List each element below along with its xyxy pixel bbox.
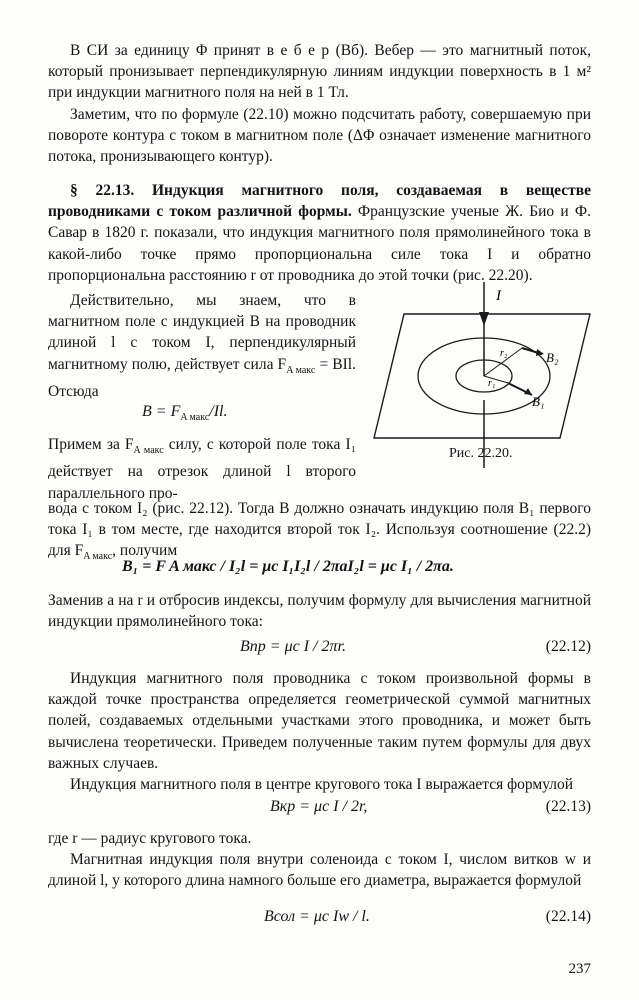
label-r2: r₂ (500, 348, 508, 359)
wrap1-tail: = BIl. Отсюда (48, 355, 356, 400)
wrapped-text-1 (48, 290, 356, 402)
cont-tail: , получим (112, 542, 178, 560)
where-r: где r — радиус кругового тока. (48, 830, 252, 847)
section-block (48, 180, 591, 286)
label-B1: B₁ (532, 394, 545, 409)
sum-block (48, 668, 591, 795)
equation-c: Bпр = μc I / 2πr. (240, 638, 346, 655)
wrap2-tail: силу, с которой поле тока I₁ действует на отрезок длиной l второго параллельного про- (48, 436, 357, 502)
cont-sub: A макс (83, 551, 113, 563)
para-sum: Индукция магнитного поля проводника с током произвольной формы в каждой точке пространства определяется геометрической суммой магнитных полей, создаваемых отдельными участками этого проводника, и может быть вычислена теоретически. Приведем полученные таким путем формулы для двух важных случаев. (48, 670, 591, 772)
b2-arrow (536, 349, 544, 356)
after-b-block (48, 590, 591, 632)
cont-text: вода с током I₂ (рис. 22.12). Тогда B должно означать индукцию поля B₁ первого тока I₁ в том месте, где находится второй ток I₂. Используя соотношение (22.2) для F (48, 500, 591, 560)
section-lead: Французские ученые Ж. Био и Ф. Савар в 1820 г. показали, что индукция магнитного поля прямолинейного тока в какой-либо точке прямо пропорциональна силе тока I и обратно пропорциональна расстоянию r от проводника до этой точки (рис. 22.20). (48, 203, 592, 284)
equation-a: $B = F_{A макс}/Il$. (142, 403, 228, 424)
para-solenoid: Магнитная индукция поля внутри соленоида с током I, числом витков w и длиной l, у которого длина намного больше его диаметра, выражается формулой (48, 851, 591, 890)
wrap1-sub: A макс (286, 364, 316, 376)
intro-para-1: В СИ за единицу Φ принят в е б е р (Вб). Вебер — это магнитный поток, который пронизывает перпендикулярную линиям индукции поверхность в 1 м² при индукции магнитного поля на ней в 1 Тл. (48, 42, 591, 102)
para-circular: Индукция магнитного поля в центре кругового тока I выражается формулой (70, 776, 574, 794)
figure-caption: Рис. 22.20. (449, 446, 513, 461)
plane-outline (374, 314, 590, 438)
equation-d: Bкр = μc I / 2r, (270, 798, 368, 815)
section-lead-para (48, 180, 591, 286)
equation-c-number: (22.12) (545, 638, 591, 655)
wrap1-text: Действительно, мы знаем, что в магнитном поле с индукцией B на проводник длиной l с током I, перпендикулярный магнитному полю, действует сила F (48, 292, 356, 373)
label-B2: B₂ (546, 350, 559, 365)
equation-e-number: (22.14) (545, 908, 591, 925)
section-heading: § 22.13. Индукция магнитного поля, создаваемая в веществе проводниками с током различной формы. (48, 182, 591, 221)
intro-block (48, 40, 591, 167)
wrapped-text-2 (48, 434, 356, 504)
intro-para-2: Заметим, что по формуле (22.10) можно подсчитать работу, совершаемую при повороте контура с током в магнитном поле (ΔΦ означает изменение магнитного потока, пронизывающего контур). (48, 105, 591, 166)
label-r1: r₁ (488, 378, 496, 389)
label-I: I (496, 288, 501, 304)
equation-b: B₁ = F A макс / I₂l = μc I₁I₂l / 2πaI₂l = μc I₁ / 2πa. (122, 558, 454, 575)
solenoid-block (48, 828, 591, 892)
wrap2-text: Примем за F (48, 436, 134, 453)
current-arrow (479, 312, 489, 326)
figure-22-20 (372, 282, 594, 468)
equation-d-number: (22.13) (545, 798, 591, 815)
equation-e: Bсол = μc Iw / l. (264, 908, 370, 925)
wrap2-sub: A макс (133, 445, 164, 457)
page-number: 237 (568, 961, 591, 977)
after-b-text: Заменив a на r и отбросив индексы, получим формулу для вычисления магнитной индукции прямолинейного тока: (48, 592, 591, 631)
